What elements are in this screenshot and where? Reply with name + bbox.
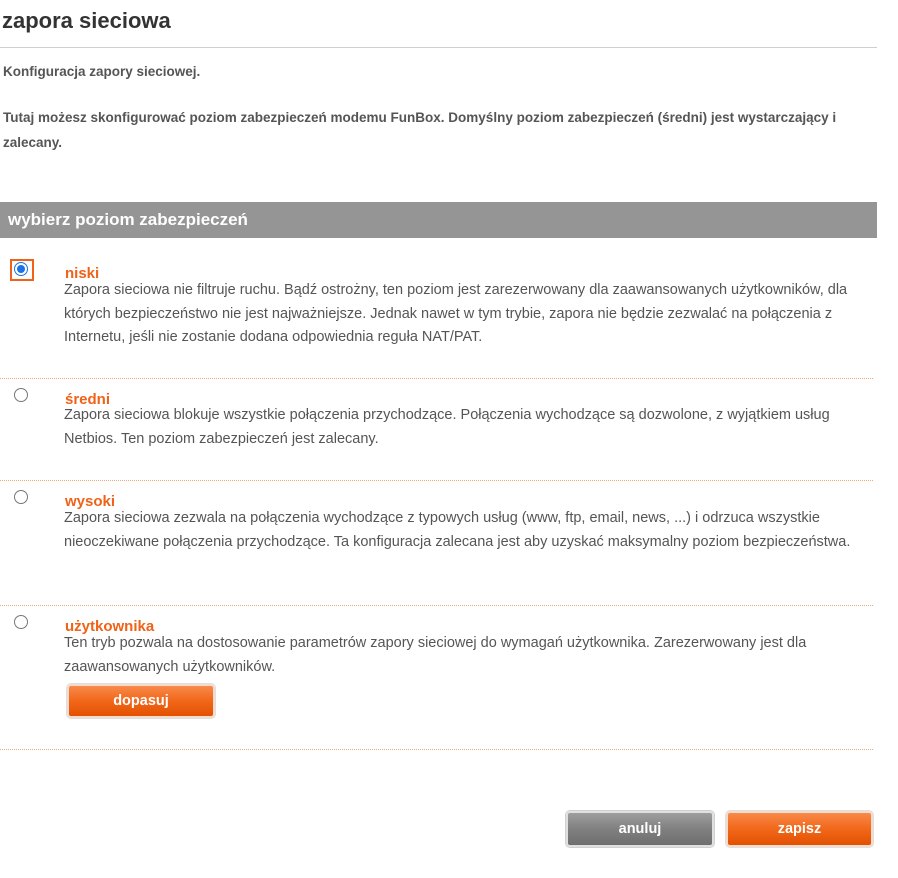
customize-button[interactable]: dopasuj xyxy=(67,684,215,718)
radio-medium[interactable] xyxy=(10,385,34,407)
option-high-description: Zapora sieciowa zezwala na połączenia wychodzące z typowych usług (www, ftp, email, news, ...) i odrzuca wszystkie nieoczekiwane połączenia przychodzące. Ta konfiguracja zalecana jest aby uzyskać maksymalny poziom bezpieczeństwa. xyxy=(64,510,851,550)
radio-high[interactable] xyxy=(10,487,34,509)
option-low-description: Zapora sieciowa nie filtruje ruchu. Bądź ostrożny, ten poziom jest zarezerwowany dla zaawansowanych użytkowników, dla których bezpieczeństwo nie jest najważniejsze. Jednak nawet w tym trybie, zapora nie będzie zezwalać na połączenia z Internetu, jeśli nie zostanie dodana odpowiednia reguła NAT/PAT. xyxy=(64,282,848,345)
option-high-label[interactable]: wysoki xyxy=(65,493,116,510)
cancel-button[interactable]: anuluj xyxy=(566,811,714,847)
intro-text: Tutaj możesz skonfigurować poziom zabezpieczeń modemu FunBox. Domyślny poziom zabezpieczeń (średni) jest wystarczający i zalecany. xyxy=(3,110,837,150)
option-divider xyxy=(0,378,873,379)
radio-custom-indicator[interactable] xyxy=(14,615,28,629)
page-title: zapora sieciowa xyxy=(2,8,171,33)
option-divider xyxy=(0,749,873,750)
option-low-label[interactable]: niski xyxy=(65,265,100,282)
option-divider xyxy=(0,605,873,606)
radio-low-indicator[interactable] xyxy=(14,262,28,276)
option-divider xyxy=(0,480,873,481)
radio-low[interactable] xyxy=(10,259,34,281)
section-header: wybierz poziom zabezpieczeń xyxy=(0,202,877,238)
option-medium-description: Zapora sieciowa blokuje wszystkie połączenia przychodzące. Połączenia wychodzące są dozwolone, z wyjątkiem usług Netbios. Ten poziom zabezpieczeń jest zalecany. xyxy=(64,407,830,447)
radio-custom[interactable] xyxy=(10,612,34,634)
title-divider xyxy=(0,47,877,48)
save-button[interactable]: zapisz xyxy=(726,811,873,847)
intro-heading: Konfiguracja zapory sieciowej. xyxy=(3,64,201,79)
option-custom-label[interactable]: użytkownika xyxy=(65,618,155,635)
radio-high-indicator[interactable] xyxy=(14,490,28,504)
option-custom-description: Ten tryb pozwala na dostosowanie parametrów zapory sieciowej do wymagań użytkownika. Zarezerwowany jest dla zaawansowanych użytkowników. xyxy=(64,635,807,675)
radio-medium-indicator[interactable] xyxy=(14,388,28,402)
option-medium-label[interactable]: średni xyxy=(65,391,111,408)
